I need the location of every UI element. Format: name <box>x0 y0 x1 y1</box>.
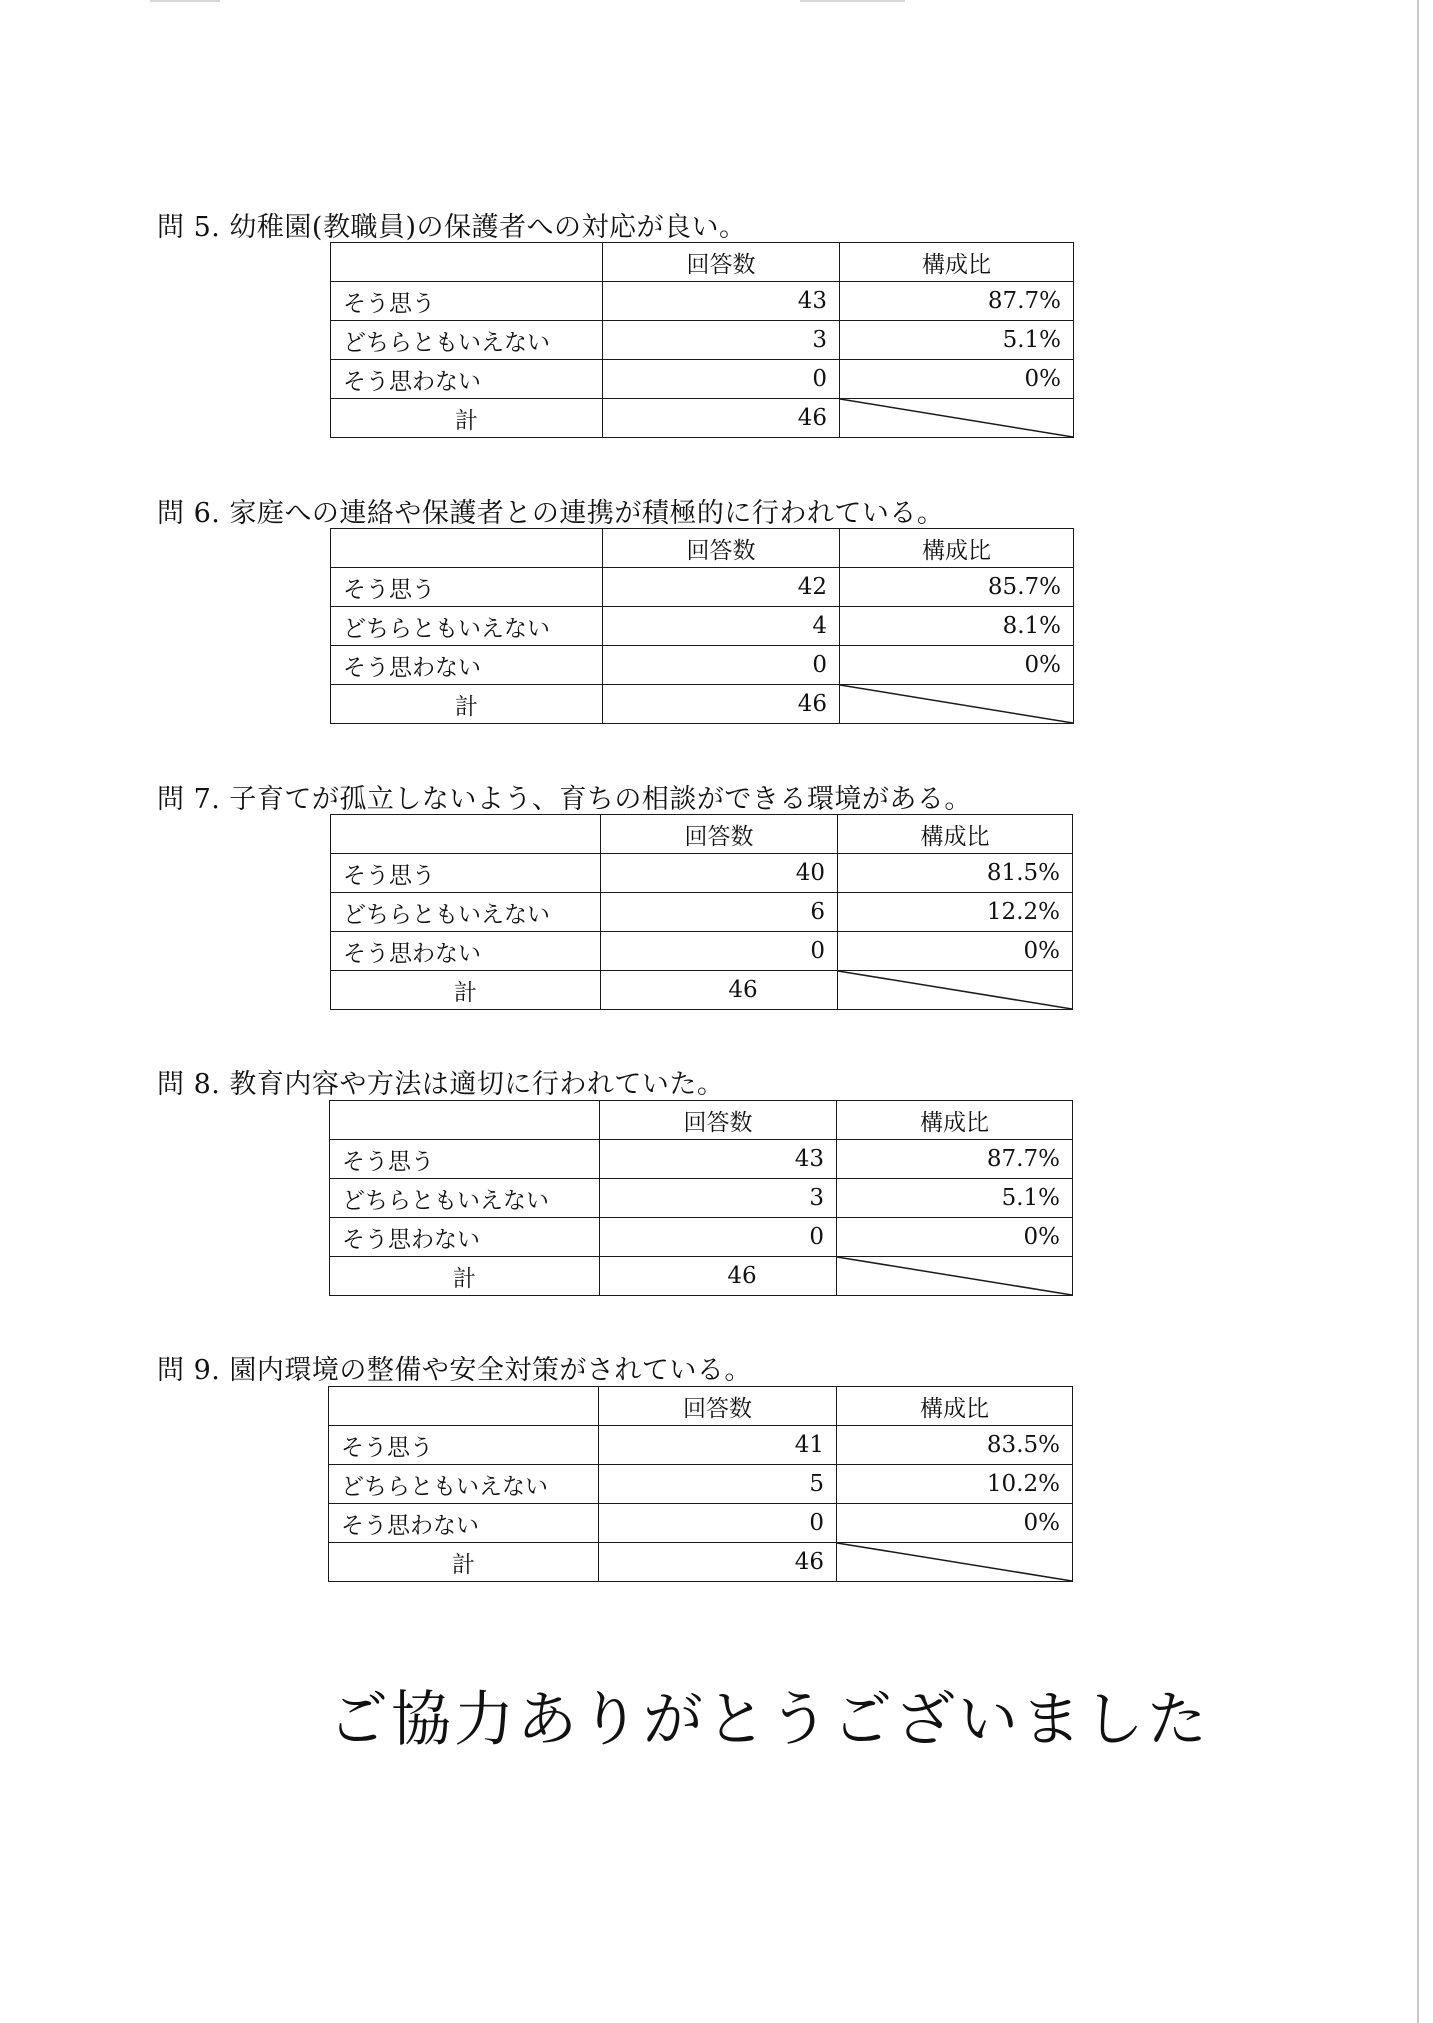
table-row <box>331 321 1074 360</box>
row-ratio: 0% <box>840 360 1074 399</box>
row-label: そう思わない <box>329 1504 599 1543</box>
total-count: 46 <box>601 971 838 1010</box>
table-row <box>330 1179 1073 1218</box>
table-row <box>331 893 1073 932</box>
question-8-table <box>329 1100 1073 1296</box>
total-count: 46 <box>603 685 840 724</box>
total-row <box>331 399 1074 438</box>
header-ratio: 構成比 <box>837 1387 1073 1426</box>
diagonal-line-icon <box>837 1543 1072 1581</box>
header-ratio: 構成比 <box>837 1101 1073 1140</box>
header-blank <box>331 815 601 854</box>
table-row <box>331 854 1073 893</box>
row-count: 42 <box>603 568 840 607</box>
question-title: 問 8. 教育内容や方法は適切に行われていた。 <box>157 1069 725 1100</box>
row-count: 43 <box>603 282 840 321</box>
row-count: 0 <box>603 360 840 399</box>
header-blank <box>330 1101 600 1140</box>
table-header-row <box>331 243 1074 282</box>
table-row <box>331 646 1074 685</box>
question-title: 問 5. 幼稚園(教職員)の保護者への対応が良い。 <box>157 212 747 243</box>
scan-top-mark <box>150 0 220 2</box>
row-label: どちらともいえない <box>331 607 603 646</box>
table-header-row <box>331 529 1074 568</box>
row-count: 0 <box>601 932 838 971</box>
table-row <box>331 607 1074 646</box>
total-row <box>331 971 1073 1010</box>
total-label: 計 <box>329 1543 599 1582</box>
total-count: 46 <box>603 399 840 438</box>
table-row <box>329 1465 1073 1504</box>
question-6-table <box>330 528 1074 724</box>
row-count: 3 <box>600 1179 837 1218</box>
question-title: 問 7. 子育てが孤立しないよう、育ちの相談ができる環境がある。 <box>157 784 972 815</box>
total-row <box>330 1257 1073 1296</box>
header-count: 回答数 <box>603 529 840 568</box>
row-count: 0 <box>603 646 840 685</box>
row-ratio: 10.2% <box>837 1465 1073 1504</box>
row-ratio: 0% <box>838 932 1073 971</box>
table-header-row <box>329 1387 1073 1426</box>
row-ratio: 8.1% <box>840 607 1074 646</box>
diagonal-line-icon <box>840 685 1073 723</box>
row-label: そう思う <box>331 568 603 607</box>
table-row <box>331 568 1074 607</box>
diagonal-slash-cell <box>840 685 1074 724</box>
row-label: そう思わない <box>331 932 601 971</box>
closing-message: ご協力ありがとうございました <box>328 1685 1210 1755</box>
question-9-table <box>328 1386 1073 1582</box>
scan-right-edge <box>1417 0 1419 2023</box>
diagonal-slash-cell <box>837 1543 1073 1582</box>
row-count: 4 <box>603 607 840 646</box>
row-ratio: 85.7% <box>840 568 1074 607</box>
row-count: 43 <box>600 1140 837 1179</box>
row-label: どちらともいえない <box>331 321 603 360</box>
row-count: 3 <box>603 321 840 360</box>
row-label: どちらともいえない <box>331 893 601 932</box>
table-row <box>330 1140 1073 1179</box>
row-count: 0 <box>600 1218 837 1257</box>
row-ratio: 5.1% <box>840 321 1074 360</box>
diagonal-line-icon <box>837 1257 1072 1295</box>
header-blank <box>331 243 603 282</box>
header-ratio: 構成比 <box>838 815 1073 854</box>
row-label: どちらともいえない <box>330 1179 600 1218</box>
header-ratio: 構成比 <box>840 529 1074 568</box>
question-title: 問 9. 園内環境の整備や安全対策がされている。 <box>157 1355 752 1386</box>
scan-top-mark <box>800 0 905 2</box>
diagonal-line-icon <box>840 399 1073 437</box>
row-label: そう思う <box>331 854 601 893</box>
total-label: 計 <box>331 971 601 1010</box>
row-ratio: 0% <box>837 1504 1073 1543</box>
diagonal-line-icon <box>838 971 1072 1009</box>
row-ratio: 83.5% <box>837 1426 1073 1465</box>
row-label: そう思わない <box>331 646 603 685</box>
total-label: 計 <box>331 685 603 724</box>
question-7-table <box>330 814 1073 1010</box>
total-count: 46 <box>600 1257 837 1296</box>
row-label: そう思う <box>330 1140 600 1179</box>
header-count: 回答数 <box>603 243 840 282</box>
row-count: 0 <box>599 1504 837 1543</box>
question-title: 問 6. 家庭への連絡や保護者との連携が積極的に行われている。 <box>157 498 945 529</box>
table-row <box>330 1218 1073 1257</box>
header-count: 回答数 <box>599 1387 837 1426</box>
row-ratio: 87.7% <box>837 1140 1073 1179</box>
total-row <box>329 1543 1073 1582</box>
table-row <box>331 282 1074 321</box>
table-row <box>329 1426 1073 1465</box>
row-ratio: 81.5% <box>838 854 1073 893</box>
row-count: 41 <box>599 1426 837 1465</box>
row-count: 40 <box>601 854 838 893</box>
row-label: そう思う <box>331 282 603 321</box>
header-blank <box>331 529 603 568</box>
total-count: 46 <box>599 1543 837 1582</box>
row-ratio: 0% <box>837 1218 1073 1257</box>
question-5-table <box>330 242 1074 438</box>
row-label: そう思わない <box>330 1218 600 1257</box>
row-ratio: 12.2% <box>838 893 1073 932</box>
row-label: そう思わない <box>331 360 603 399</box>
row-label: そう思う <box>329 1426 599 1465</box>
row-count: 5 <box>599 1465 837 1504</box>
header-count: 回答数 <box>600 1101 837 1140</box>
table-row <box>329 1504 1073 1543</box>
header-ratio: 構成比 <box>840 243 1074 282</box>
total-label: 計 <box>330 1257 600 1296</box>
table-row <box>331 932 1073 971</box>
total-row <box>331 685 1074 724</box>
row-count: 6 <box>601 893 838 932</box>
total-label: 計 <box>331 399 603 438</box>
table-header-row <box>331 815 1073 854</box>
header-blank <box>329 1387 599 1426</box>
diagonal-slash-cell <box>838 971 1073 1010</box>
table-row <box>331 360 1074 399</box>
row-ratio: 87.7% <box>840 282 1074 321</box>
header-count: 回答数 <box>601 815 838 854</box>
row-ratio: 5.1% <box>837 1179 1073 1218</box>
row-label: どちらともいえない <box>329 1465 599 1504</box>
row-ratio: 0% <box>840 646 1074 685</box>
diagonal-slash-cell <box>840 399 1074 438</box>
table-header-row <box>330 1101 1073 1140</box>
diagonal-slash-cell <box>837 1257 1073 1296</box>
